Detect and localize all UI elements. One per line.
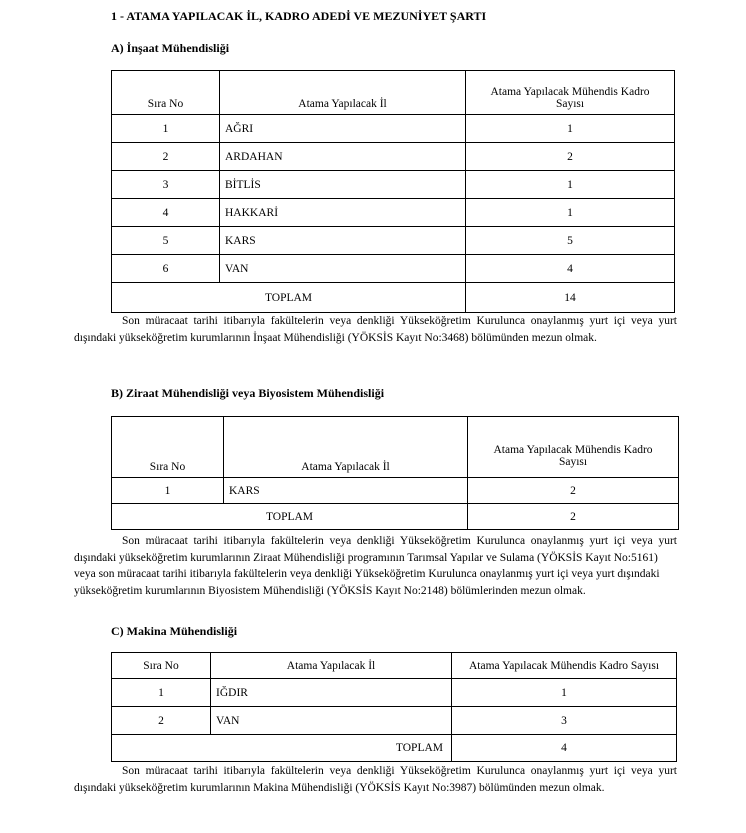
total-row — [112, 504, 679, 530]
header-sira-no: Sıra No — [112, 71, 220, 115]
section-a-table — [111, 70, 675, 313]
header-kadro-sayisi: Atama Yapılacak Mühendis Kadro Sayısı — [466, 71, 675, 115]
cell-sira: 5 — [112, 227, 220, 255]
cell-sira: 1 — [112, 679, 211, 707]
cell-kadro: 4 — [466, 255, 675, 283]
cell-sira: 2 — [112, 707, 211, 735]
table-row — [112, 707, 677, 735]
cell-kadro: 1 — [452, 679, 677, 707]
cell-il: KARS — [224, 478, 468, 504]
main-heading: 1 - ATAMA YAPILACAK İL, KADRO ADEDİ VE MEZUNİYET ŞARTI — [111, 9, 487, 23]
cell-sira: 4 — [112, 199, 220, 227]
cell-kadro: 2 — [466, 143, 675, 171]
section-b-table — [111, 416, 679, 530]
cell-sira: 1 — [112, 478, 224, 504]
total-label: TOPLAM — [112, 283, 466, 313]
header-atama-il: Atama Yapılacak İl — [211, 653, 452, 679]
header-atama-il: Atama Yapılacak İl — [220, 71, 466, 115]
table-row — [112, 171, 675, 199]
cell-kadro: 1 — [466, 115, 675, 143]
section-b-paragraph: Son müracaat tarihi itibarıyla fakültelerin veya denkliği Yükseköğretim Kurulunca onaylanmış yurt içi veya yurt dışındaki yükseköğretim kurumlarının Ziraat Mühendisliği programının Tarımsal Yapılar ve Sulama (YÖKSİS Kayıt No:5161) veya son müracaat tarihi itibarıyla fakültelerin veya denkliği Yükseköğretim Kurulunca onaylanmış yurt içi veya yurt dışındaki yükseköğretim kurumlarının Biyosistem Mühendisliği (YÖKSİS Kayıt No:2148) bölümlerinden mezun olmak. — [74, 535, 677, 597]
cell-kadro: 5 — [466, 227, 675, 255]
cell-il: HAKKARİ — [220, 199, 466, 227]
header-sira-no: Sıra No — [112, 417, 224, 478]
table-row — [112, 199, 675, 227]
cell-sira: 3 — [112, 171, 220, 199]
table-row — [112, 255, 675, 283]
cell-il: IĞDIR — [211, 679, 452, 707]
section-c-paragraph: Son müracaat tarihi itibarıyla fakültelerin veya denkliği Yükseköğretim Kurulunca onaylanmış yurt içi veya yurt dışındaki yükseköğretim kurumlarının Makina Mühendisliği (YÖKSİS Kayıt No:3987) bölümünden mezun olmak. — [74, 765, 677, 794]
table-row — [112, 115, 675, 143]
cell-il: VAN — [211, 707, 452, 735]
cell-il: KARS — [220, 227, 466, 255]
cell-kadro: 3 — [452, 707, 677, 735]
section-a-heading: A) İnşaat Mühendisliği — [111, 41, 230, 55]
cell-sira: 2 — [112, 143, 220, 171]
section-b-heading: B) Ziraat Mühendisliği veya Biyosistem Mühendisliği — [111, 386, 385, 400]
total-row — [112, 735, 677, 762]
total-row — [112, 283, 675, 313]
header-sira-no: Sıra No — [112, 653, 211, 679]
section-a-paragraph: Son müracaat tarihi itibarıyla fakültelerin veya denkliği Yükseköğretim Kurulunca onaylanmış yurt içi veya yurt dışındaki yükseköğretim kurumlarının İnşaat Mühendisliği (YÖKSİS Kayıt No:3468) bölümünden mezun olmak. — [74, 315, 677, 344]
section-c-table — [111, 652, 677, 762]
table-row — [112, 478, 679, 504]
total-value: 14 — [466, 283, 675, 313]
cell-kadro: 2 — [468, 478, 679, 504]
cell-sira: 6 — [112, 255, 220, 283]
header-kadro-sayisi: Atama Yapılacak Mühendis Kadro Sayısı — [468, 417, 679, 478]
cell-il: AĞRI — [220, 115, 466, 143]
cell-sira: 1 — [112, 115, 220, 143]
total-label: TOPLAM — [112, 735, 452, 762]
cell-kadro: 1 — [466, 199, 675, 227]
table-row — [112, 143, 675, 171]
header-kadro-sayisi: Atama Yapılacak Mühendis Kadro Sayısı — [452, 653, 677, 679]
cell-il: BİTLİS — [220, 171, 466, 199]
table-row — [112, 227, 675, 255]
total-value: 4 — [452, 735, 677, 762]
header-atama-il: Atama Yapılacak İl — [224, 417, 468, 478]
table-row — [112, 679, 677, 707]
section-c-heading: C) Makina Mühendisliği — [111, 624, 238, 638]
cell-kadro: 1 — [466, 171, 675, 199]
total-label: TOPLAM — [112, 504, 468, 530]
total-value: 2 — [468, 504, 679, 530]
cell-il: VAN — [220, 255, 466, 283]
cell-il: ARDAHAN — [220, 143, 466, 171]
